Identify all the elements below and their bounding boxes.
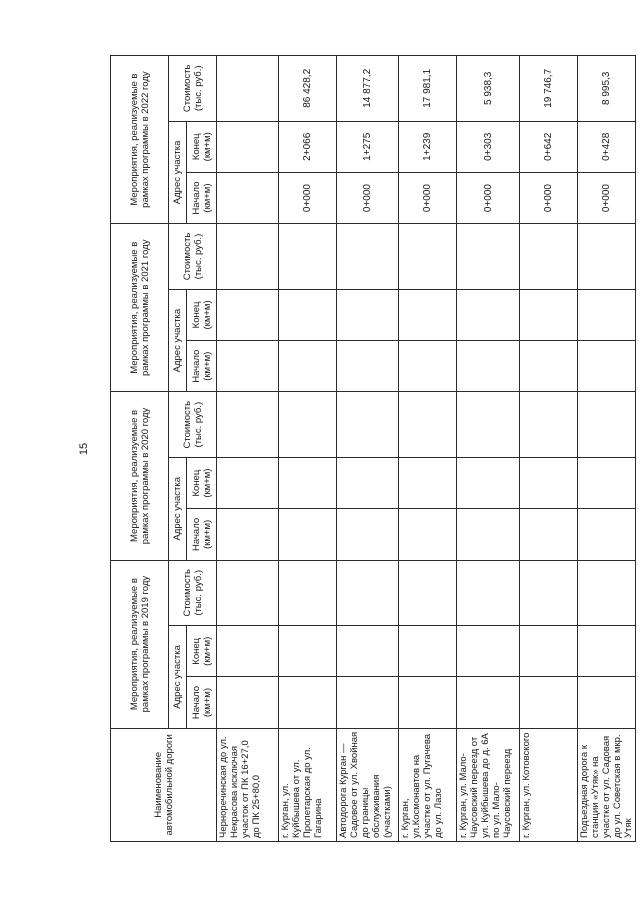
end-2022-cell: 0+428	[578, 121, 636, 172]
empty-cell	[217, 289, 279, 340]
empty-cell	[279, 341, 337, 392]
start-2022-cell: 0+000	[337, 172, 399, 223]
empty-cell	[578, 560, 636, 626]
empty-cell	[520, 341, 578, 392]
cost-2022-cell: 5 938,3	[457, 56, 520, 122]
table-row	[217, 56, 279, 842]
empty-cell	[217, 457, 279, 508]
empty-cell	[217, 626, 279, 677]
empty-cell	[399, 392, 457, 458]
empty-cell	[457, 560, 520, 626]
road-name-cell: г. Курган, ул. Мало-Чаусовский переезд от ул. Куйбышева до д. 6А по ул. Мало-Чаусовский переезд	[457, 728, 520, 841]
empty-cell	[279, 457, 337, 508]
cost-2022-cell: 17 981,1	[399, 56, 457, 122]
empty-cell	[337, 224, 399, 290]
cost-2022-cell	[217, 56, 279, 122]
end-header-2022: Конец (км+м)	[187, 121, 217, 172]
empty-cell	[337, 392, 399, 458]
cost-2022-cell: 8 995,3	[578, 56, 636, 122]
empty-cell	[337, 341, 399, 392]
table-row	[578, 56, 636, 842]
start-header-2020: Начало (км+м)	[187, 509, 217, 560]
empty-cell	[457, 341, 520, 392]
empty-cell	[520, 289, 578, 340]
empty-cell	[279, 392, 337, 458]
end-2022-cell: 1+239	[399, 121, 457, 172]
table-row	[279, 56, 337, 842]
empty-cell	[578, 224, 636, 290]
cost-header-2021: Стоимость (тыс. руб.)	[169, 224, 217, 290]
address-header-2021: Адрес участка	[169, 289, 187, 392]
road-name-cell: Автодорога Курган — Садовое от ул. Хвойная до границы обслуживания (участками)	[337, 728, 399, 841]
empty-cell	[457, 457, 520, 508]
empty-cell	[520, 509, 578, 560]
road-name-cell: Черноречинская до ул. Некрасова исключая участок от ПК 16+27,0 до ПК 25+80,0	[217, 728, 279, 841]
empty-cell	[337, 626, 399, 677]
start-2022-cell	[217, 172, 279, 223]
table-row	[337, 56, 399, 842]
empty-cell	[399, 224, 457, 290]
empty-cell	[457, 289, 520, 340]
cost-2022-cell: 14 877,2	[337, 56, 399, 122]
table-row	[399, 56, 457, 842]
cost-2022-cell: 19 746,7	[520, 56, 578, 122]
cost-2022-cell: 86 428,2	[279, 56, 337, 122]
empty-cell	[337, 560, 399, 626]
end-header-2021: Конец (км+м)	[187, 289, 217, 340]
empty-cell	[279, 289, 337, 340]
start-header-2022: Начало (км+м)	[187, 172, 217, 223]
empty-cell	[217, 677, 279, 728]
start-2022-cell: 0+000	[399, 172, 457, 223]
empty-cell	[399, 560, 457, 626]
empty-cell	[520, 560, 578, 626]
cost-header-2019: Стоимость (тыс. руб.)	[169, 560, 217, 626]
end-2022-cell: 0+303	[457, 121, 520, 172]
empty-cell	[217, 560, 279, 626]
empty-cell	[578, 677, 636, 728]
empty-cell	[520, 392, 578, 458]
name-header: Наименование автомобильной дороги	[111, 728, 217, 841]
empty-cell	[520, 677, 578, 728]
page-number: 15	[78, 442, 91, 456]
empty-cell	[217, 224, 279, 290]
empty-cell	[279, 509, 337, 560]
end-2022-cell: 0+642	[520, 121, 578, 172]
year-header-2019: Мероприятия, реализуемые в рамках программы в 2019 году	[111, 560, 169, 728]
start-header-2019: Начало (км+м)	[187, 677, 217, 728]
address-header-2020: Адрес участка	[169, 457, 187, 560]
empty-cell	[217, 341, 279, 392]
start-2022-cell: 0+000	[520, 172, 578, 223]
table-row	[520, 56, 578, 842]
table-body	[217, 56, 636, 842]
empty-cell	[578, 289, 636, 340]
end-2022-cell	[217, 121, 279, 172]
empty-cell	[520, 626, 578, 677]
address-header-2022: Адрес участка	[169, 121, 187, 224]
year-header-2022: Мероприятия, реализуемые в рамках программы в 2022 году	[111, 56, 169, 224]
empty-cell	[217, 392, 279, 458]
road-program-table	[110, 55, 636, 842]
empty-cell	[578, 341, 636, 392]
end-2022-cell: 1+275	[337, 121, 399, 172]
empty-cell	[279, 677, 337, 728]
road-name-cell: г. Курган, ул.Космонавтов на участке от ул. Пугачева до ул. Лазо	[399, 728, 457, 841]
start-2022-cell: 0+000	[279, 172, 337, 223]
end-header-2019: Конец (км+м)	[187, 626, 217, 677]
end-header-2020: Конец (км+м)	[187, 457, 217, 508]
empty-cell	[457, 677, 520, 728]
empty-cell	[457, 509, 520, 560]
empty-cell	[578, 626, 636, 677]
start-2022-cell: 0+000	[457, 172, 520, 223]
road-name-cell: Подъездная дорога к станции «Утяк» на участке от ул. Садовая до ул. Советская в мкр. Утяк	[578, 728, 636, 841]
empty-cell	[520, 457, 578, 508]
table-row	[457, 56, 520, 842]
end-2022-cell: 2+066	[279, 121, 337, 172]
empty-cell	[399, 509, 457, 560]
empty-cell	[279, 626, 337, 677]
year-header-2021: Мероприятия, реализуемые в рамках программы в 2021 году	[111, 224, 169, 392]
empty-cell	[337, 289, 399, 340]
address-header-2019: Адрес участка	[169, 626, 187, 729]
road-name-cell: г. Курган, ул. Котовского	[520, 728, 578, 841]
empty-cell	[399, 626, 457, 677]
year-header-2020: Мероприятия, реализуемые в рамках программы в 2020 году	[111, 392, 169, 560]
table-container	[110, 55, 640, 838]
empty-cell	[578, 392, 636, 458]
empty-cell	[337, 677, 399, 728]
empty-cell	[399, 457, 457, 508]
empty-cell	[399, 289, 457, 340]
empty-cell	[457, 224, 520, 290]
road-name-cell: г. Курган, ул. Куйбышева от ул. Пролетарская до ул. Гагарина	[279, 728, 337, 841]
cost-header-2022: Стоимость (тыс. руб.)	[169, 56, 217, 122]
empty-cell	[457, 392, 520, 458]
cost-header-2020: Стоимость (тыс. руб.)	[169, 392, 217, 458]
empty-cell	[279, 560, 337, 626]
start-2022-cell: 0+000	[578, 172, 636, 223]
empty-cell	[337, 457, 399, 508]
start-header-2021: Начало (км+м)	[187, 341, 217, 392]
empty-cell	[399, 341, 457, 392]
empty-cell	[217, 509, 279, 560]
empty-cell	[337, 509, 399, 560]
empty-cell	[578, 509, 636, 560]
empty-cell	[457, 626, 520, 677]
empty-cell	[578, 457, 636, 508]
empty-cell	[279, 224, 337, 290]
empty-cell	[399, 677, 457, 728]
empty-cell	[520, 224, 578, 290]
